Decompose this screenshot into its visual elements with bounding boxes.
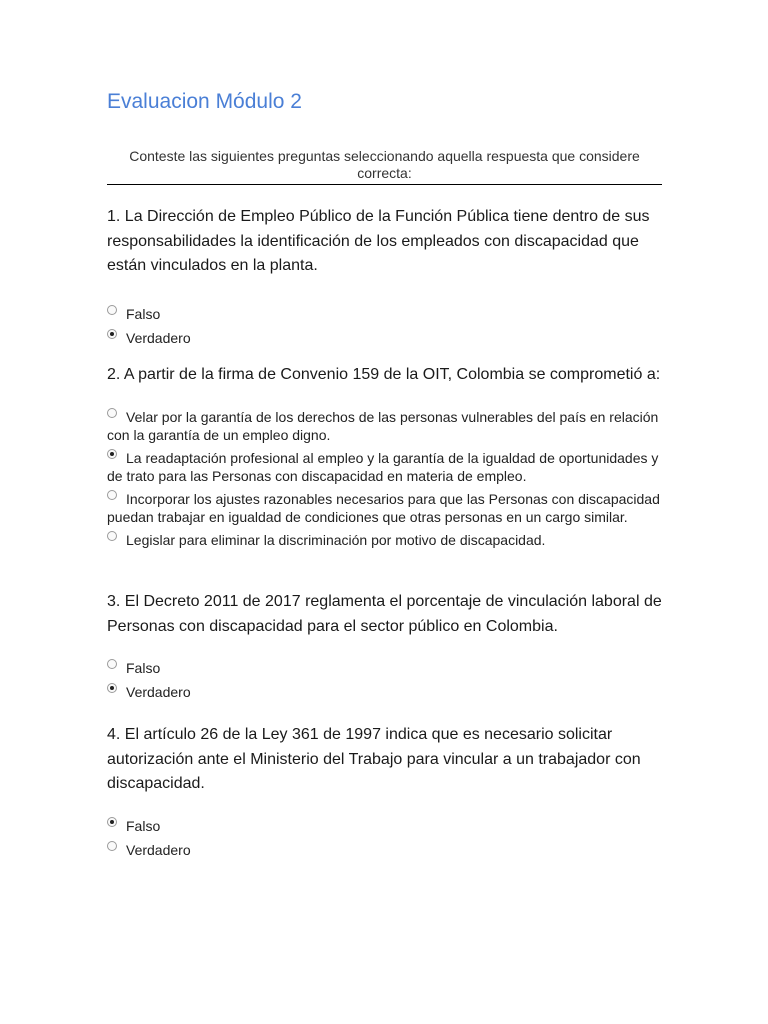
options-list — [107, 817, 662, 865]
option-label: Verdadero — [126, 841, 191, 858]
option-label: Falso — [126, 305, 161, 322]
option-falso[interactable] — [107, 659, 662, 683]
option-label: Verdadero — [126, 329, 191, 346]
option-label: Legislar para eliminar la discriminación por motivo de discapacidad. — [126, 531, 546, 548]
radio-button-icon[interactable] — [107, 305, 117, 315]
radio-button-icon[interactable] — [107, 841, 117, 851]
option-verdadero[interactable] — [107, 841, 662, 865]
radio-button-icon[interactable] — [107, 449, 117, 459]
radio-button-icon[interactable] — [107, 329, 117, 339]
radio-button-icon[interactable] — [107, 817, 117, 827]
option-c[interactable] — [107, 490, 662, 526]
option-label: Incorporar los ajustes razonables necesarios para que las Personas con discapacidad puedan trabajar en igualdad de condiciones que otras personas en un cargo similar. — [107, 490, 660, 525]
option-label: Falso — [126, 660, 161, 676]
option-falso[interactable] — [107, 817, 662, 841]
question-4 — [107, 723, 662, 865]
radio-button-icon[interactable] — [107, 408, 117, 418]
options-list — [107, 659, 662, 707]
radio-button-icon[interactable] — [107, 683, 117, 693]
option-falso[interactable] — [107, 305, 662, 329]
instructions: Conteste las siguientes preguntas seleccionando aquella respuesta que considere correcta: — [107, 148, 662, 185]
option-label: Velar por la garantía de los derechos de las personas vulnerables del país en relación con la garantía de un empleo digno. — [107, 408, 659, 443]
question-2 — [107, 363, 662, 549]
page-title: Evaluacion Módulo 2 — [107, 90, 302, 113]
question-text: 1. La Dirección de Empleo Público de la Función Pública tiene dentro de sus responsabilidades la identificación de los empleados con discapacidad que están vinculados en la planta. — [107, 208, 650, 274]
option-label: La readaptación profesional al empleo y la garantía de la igualdad de oportunidades y de trato para las Personas con discapacidad en materia de empleo. — [107, 449, 659, 484]
option-b[interactable] — [107, 449, 662, 485]
radio-button-icon[interactable] — [107, 659, 117, 669]
option-label: Verdadero — [126, 684, 191, 700]
question-text: 4. El artículo 26 de la Ley 361 de 1997 indica que es necesario solicitar autorización ante el Ministerio del Trabajo para vincular a un trabajador con discapacidad. — [107, 726, 641, 792]
options-list — [107, 408, 662, 549]
radio-button-icon[interactable] — [107, 531, 117, 541]
option-d[interactable] — [107, 531, 662, 549]
option-a[interactable] — [107, 408, 662, 444]
option-label: Falso — [126, 817, 161, 834]
question-1 — [107, 205, 662, 353]
question-3 — [107, 590, 662, 707]
option-verdadero[interactable] — [107, 329, 662, 353]
radio-button-icon[interactable] — [107, 490, 117, 500]
question-text: 3. El Decreto 2011 de 2017 reglamenta el porcentaje de vinculación laboral de Personas con discapacidad para el sector público en Colombia. — [107, 593, 662, 635]
question-text: 2. A partir de la firma de Convenio 159 de la OIT, Colombia se comprometió a: — [107, 366, 661, 383]
option-verdadero[interactable] — [107, 683, 662, 707]
options-list — [107, 305, 662, 353]
